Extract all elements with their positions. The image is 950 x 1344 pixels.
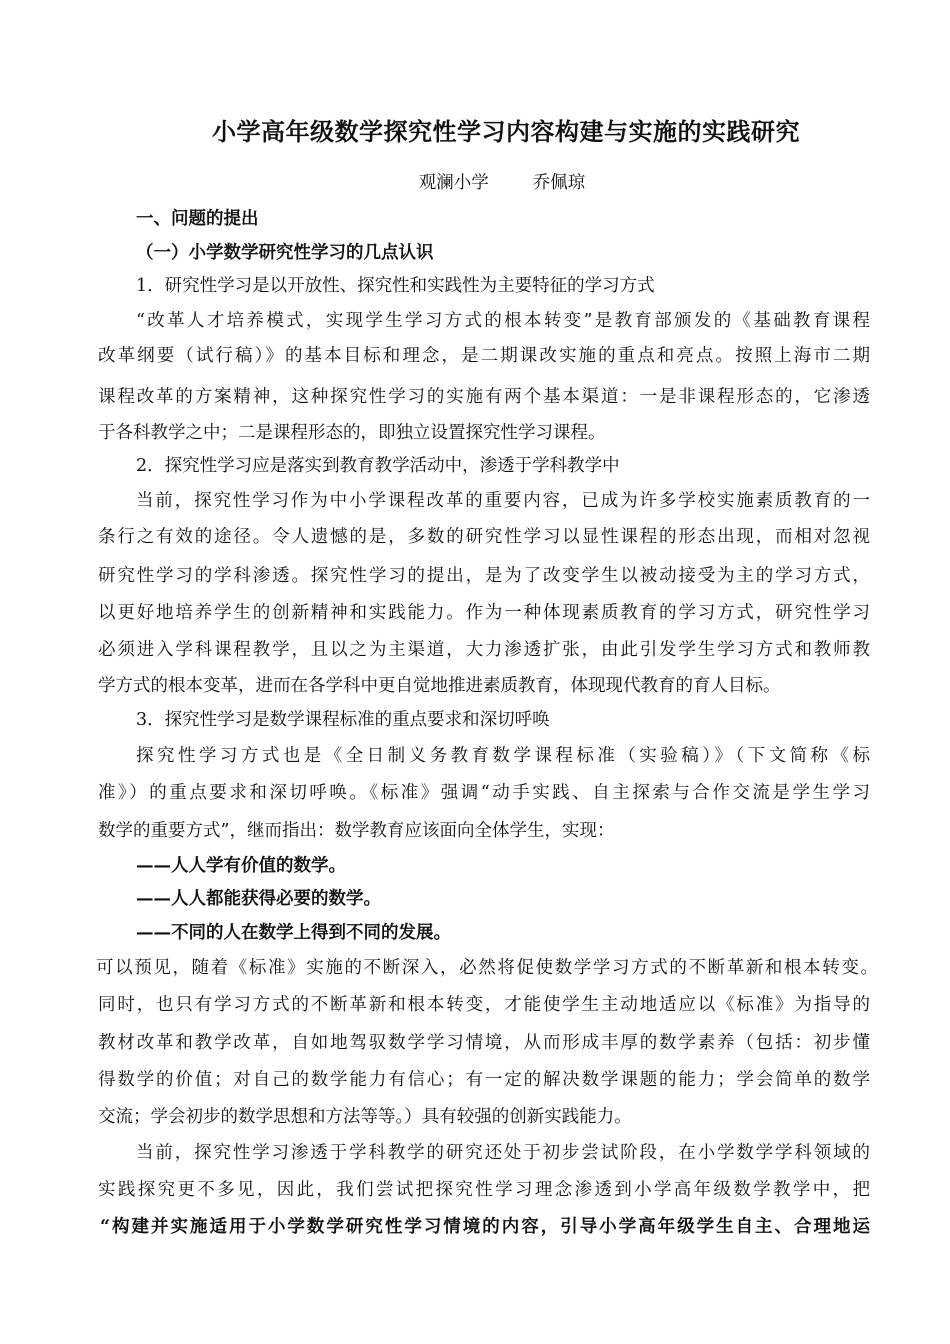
paragraph-line: 探究性学习方式也是《全日制义务教育数学课程标准（实验稿）》（下文简称《标 <box>136 746 870 766</box>
paragraph-line: 课程改革的方案精神，这种探究性学习的实施有两个基本渠道：一是非课程形态的，它渗透 <box>98 387 870 407</box>
paragraph-line: 改革纲要（试行稿）》的基本目标和理念，是二期课改实施的重点和亮点。按照上海市二期 <box>98 346 870 366</box>
subsection-heading: （一）小学数学研究性学习的几点认识 <box>136 243 434 263</box>
paragraph-line: 当前，探究性学习渗透于学科教学的研究还处于初步尝试阶段，在小学数学学科领域的 <box>136 1143 870 1163</box>
paragraph-line: 必须进入学科课程教学，且以之为主渠道，大力渗透扩张，由此引发学生学习方式和教师教 <box>98 640 870 660</box>
section-heading: 一、问题的提出 <box>136 209 259 229</box>
paragraph-line: 可以预见，随着《标准》实施的不断深入，必然将促使数学学习方式的不断革新和根本转变。 <box>96 958 878 978</box>
point-heading: 3．探究性学习是数学课程标准的重点要求和深切呼唤 <box>136 710 550 730</box>
paragraph-line: 当前，探究性学习作为中小学课程改革的重要内容，已成为许多学校实施素质教育的一 <box>136 491 870 511</box>
goal-item: ——人人学有价值的数学。 <box>136 856 346 876</box>
goal-item: ——人人都能获得必要的数学。 <box>136 889 381 909</box>
paragraph-line-bold: “构建并实施适用于小学数学研究性学习情境的内容，引导小学高年级学生自主、合理地运 <box>100 1217 870 1237</box>
author-name: 乔佩琼 <box>532 173 586 193</box>
paragraph-line: 实践探究更不多见，因此，我们尝试把探究性学习理念渗透到小学高年级数学教学中，把 <box>98 1180 870 1200</box>
paragraph-line: 交流；学会初步的数学思想和方法等等。）具有较强的创新实践能力。 <box>98 1107 632 1127</box>
paragraph-line: 以更好地培养学生的创新精神和实践能力。作为一种体现素质教育的学习方式，研究性学习 <box>98 603 870 623</box>
author-line <box>0 170 950 196</box>
paragraph-line: 学方式的根本变革，进而在各学科中更自觉地推进素质教育，体现现代教育的育人目标。 <box>98 676 781 696</box>
document-title: 小学高年级数学探究性学习内容构建与实施的实践研究 <box>212 117 800 146</box>
paragraph-line: 同时，也只有学习方式的不断革新和根本转变，才能使学生主动地适应以《标准》为指导的 <box>98 995 870 1015</box>
paragraph-line: 教材改革和教学改革，自如地驾驭数学学习情境，从而形成丰厚的数学素养（包括：初步懂 <box>98 1033 870 1053</box>
paragraph-line: 准》）的重点要求和深切呼唤。《标准》强调“动手实践、自主探索与合作交流是学生学习 <box>98 783 870 803</box>
paragraph-line: 数学的重要方式”，继而指出：数学教育应该面向全体学生，实现： <box>98 821 615 841</box>
goal-item: ——不同的人在数学上得到不同的发展。 <box>136 923 451 943</box>
paragraph-line: “改革人才培养模式，实现学生学习方式的根本转变”是教育部颁发的《基础教育课程 <box>136 311 870 331</box>
point-heading: 1．研究性学习是以开放性、探究性和实践性为主要特征的学习方式 <box>136 276 655 296</box>
school-name: 观澜小学 <box>418 173 489 193</box>
paragraph-line: 条行之有效的途径。令人遗憾的是，多数的研究性学习以显性课程的形态出现，而相对忽视 <box>98 527 870 547</box>
paragraph-line: 研究性学习的学科渗透。探究性学习的提出，是为了改变学生以被动接受为主的学习方式， <box>98 566 870 586</box>
paragraph-line: 于各科教学之中；二是课程形态的，即独立设置探究性学习课程。 <box>98 423 606 443</box>
point-heading: 2．探究性学习应是落实到教育教学活动中，渗透于学科教学中 <box>136 456 620 476</box>
paragraph-line: 得数学的价值；对自己的数学能力有信心；有一定的解决数学课题的能力；学会简单的数学 <box>98 1070 870 1090</box>
